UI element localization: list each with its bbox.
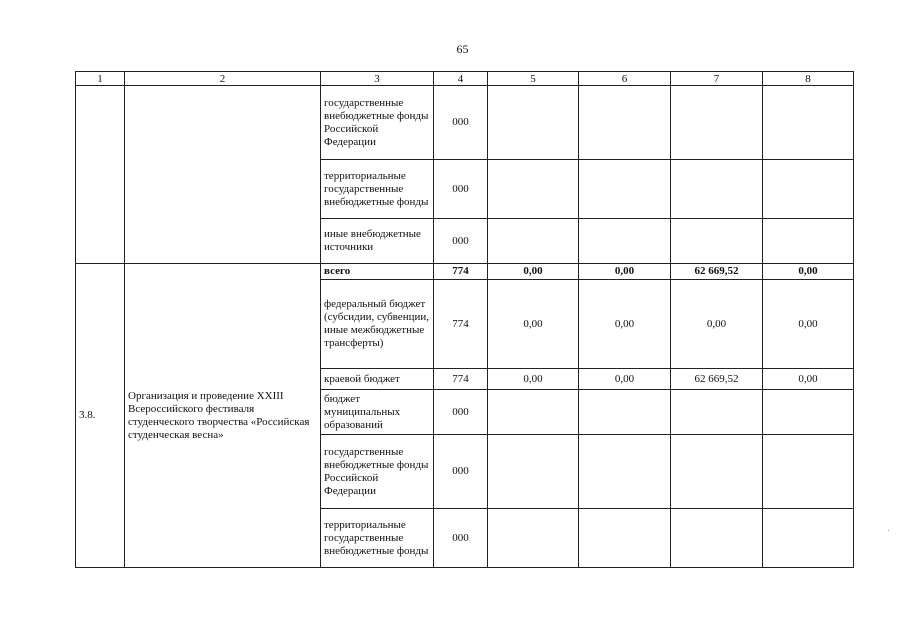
value-cell: 62 669,52: [671, 264, 763, 280]
code-cell: 774: [434, 369, 488, 390]
page-number: 65: [456, 42, 469, 56]
source-cell: краевой бюджет: [321, 369, 434, 390]
header-row: [76, 72, 854, 86]
source-cell: федеральный бюджет (субсидии, субвенции, иные межбюджетные трансферты): [321, 280, 434, 369]
value-cell: [763, 86, 854, 160]
name-cell-empty: [125, 86, 321, 264]
item-name: Организация и проведение XXIII Всероссийского фестиваля студенческого творчества «Российская студенческая весна»: [125, 264, 321, 568]
value-cell: [671, 390, 763, 435]
value-cell: [579, 509, 671, 568]
source-cell: государственные внебюджетные фонды Российской Федерации: [321, 86, 434, 160]
code-cell: 000: [434, 219, 488, 264]
number-cell-empty: [76, 86, 125, 264]
header-cell: 7: [671, 72, 763, 86]
value-cell: 0,00: [488, 369, 579, 390]
source-cell: иные внебюджетные источники: [321, 219, 434, 264]
value-cell: [488, 160, 579, 219]
value-cell: [671, 86, 763, 160]
source-cell: территориальные государственные внебюджетные фонды: [321, 509, 434, 568]
value-cell: [763, 509, 854, 568]
value-cell: [763, 219, 854, 264]
code-cell: 000: [434, 390, 488, 435]
value-cell: 0,00: [579, 369, 671, 390]
source-cell: территориальные государственные внебюджетные фонды: [321, 160, 434, 219]
code-cell: 000: [434, 160, 488, 219]
value-cell: [488, 390, 579, 435]
table-row: [76, 86, 854, 160]
value-cell: 0,00: [763, 264, 854, 280]
header-cell: 4: [434, 72, 488, 86]
code-cell: 000: [434, 435, 488, 509]
value-cell: [671, 509, 763, 568]
value-cell: [671, 219, 763, 264]
item-number: 3.8.: [76, 264, 125, 568]
header-cell: 6: [579, 72, 671, 86]
value-cell: 0,00: [763, 280, 854, 369]
value-cell: [579, 219, 671, 264]
value-cell: [579, 86, 671, 160]
value-cell: [579, 160, 671, 219]
value-cell: [579, 435, 671, 509]
scan-speck: [888, 530, 889, 531]
value-cell: 62 669,52: [671, 369, 763, 390]
value-cell: 0,00: [671, 280, 763, 369]
scan-tick-mark: [578, 392, 579, 398]
table-row-total: [76, 264, 854, 280]
header-cell: 2: [125, 72, 321, 86]
value-cell: 0,00: [488, 264, 579, 280]
value-cell: [671, 435, 763, 509]
code-cell: 000: [434, 509, 488, 568]
code-cell: 774: [434, 280, 488, 369]
code-cell: 774: [434, 264, 488, 280]
value-cell: 0,00: [579, 264, 671, 280]
value-cell: 0,00: [579, 280, 671, 369]
source-cell: государственные внебюджетные фонды Российской Федерации: [321, 435, 434, 509]
value-cell: [579, 390, 671, 435]
value-cell: 0,00: [763, 369, 854, 390]
value-cell: [763, 160, 854, 219]
source-cell: бюджет муниципальных образований: [321, 390, 434, 435]
value-cell: [488, 86, 579, 160]
value-cell: [488, 435, 579, 509]
source-cell: всего: [321, 264, 434, 280]
value-cell: [763, 435, 854, 509]
value-cell: [763, 390, 854, 435]
value-cell: 0,00: [488, 280, 579, 369]
header-cell: 1: [76, 72, 125, 86]
header-cell: 8: [763, 72, 854, 86]
code-cell: 000: [434, 86, 488, 160]
budget-table: [75, 71, 854, 568]
value-cell: [488, 509, 579, 568]
value-cell: [488, 219, 579, 264]
header-cell: 3: [321, 72, 434, 86]
value-cell: [671, 160, 763, 219]
header-cell: 5: [488, 72, 579, 86]
